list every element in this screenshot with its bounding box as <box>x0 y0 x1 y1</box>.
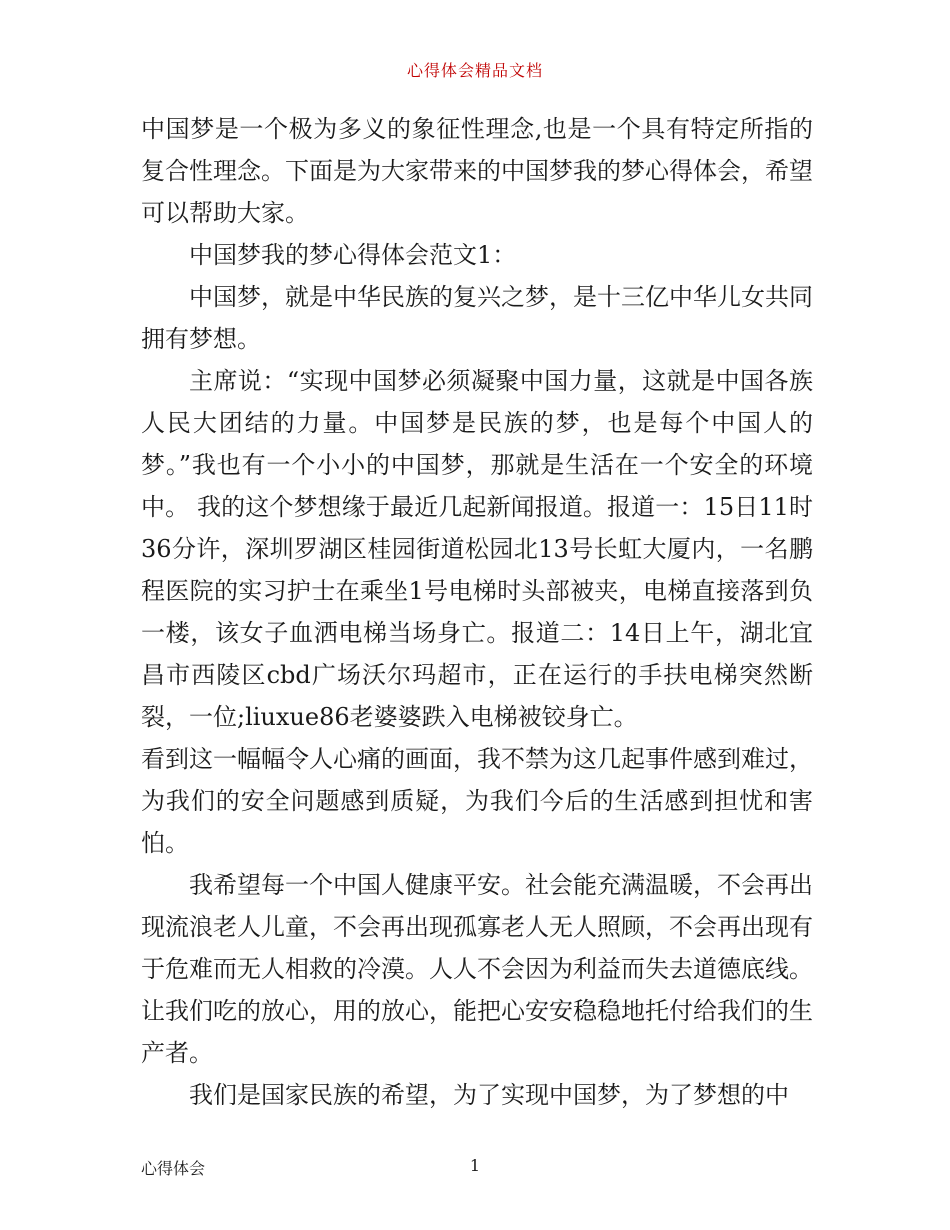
paragraph-section-title: 中国梦我的梦心得体会范文1： <box>189 241 517 269</box>
paragraph-intro: 中国梦是一个极为多义的象征性理念,也是一个具有特定所指的复合性理念。下面是为大家带来的中国梦我的梦心得体会，希望可以帮助大家。 <box>141 115 813 227</box>
paragraph-conclusion: 我们是国家民族的希望，为了实现中国梦，为了梦想的中 <box>189 1081 789 1109</box>
page-number: 1 <box>469 1156 481 1175</box>
paragraph-chinese-dream-definition: 中国梦，就是中华民族的复兴之梦，是十三亿中华儿女共同拥有梦想。 <box>141 283 813 353</box>
paragraph-reflection: 看到这一幅幅令人心痛的画面，我不禁为这几起事件感到难过，为我们的安全问题感到质疑，为我们今后的生活感到担忧和害怕。 <box>141 745 813 857</box>
document-body <box>141 108 813 1116</box>
paragraph-news-reports: 主席说：“实现中国梦必须凝聚中国力量，这就是中国各族人民大团结的力量。中国梦是民族的梦，也是每个中国人的梦。”我也有一个小小的中国梦，那就是生活在一个安全的环境中。 我的这个梦想缘于最近几起新闻报道。报道一：15日11时36分许，深圳罗湖区桂园街道松园北13号长虹大厦内，一名鹏程医院的实习护士在乘坐1号电梯时头部被夹，电梯直接落到负一楼，该女子血洒电梯当场身亡。报道二：14日上午，湖北宜昌市西陵区cbd广场沃尔玛超市，正在运行的手扶电梯突然断裂，一位;liuxue86老婆婆跌入电梯被铰身亡。 <box>141 367 813 731</box>
paragraph-hope: 我希望每一个中国人健康平安。社会能充满温暖，不会再出现流浪老人儿童，不会再出现孤寡老人无人照顾，不会再出现有于危难而无人相救的冷漠。人人不会因为利益而失去道德底线。让我们吃的放心，用的放心，能把心安安稳稳地托付给我们的生产者。 <box>141 871 813 1067</box>
document-header-title: 心得体会精品文档 <box>406 61 543 80</box>
footer-label: 心得体会 <box>141 1159 206 1178</box>
